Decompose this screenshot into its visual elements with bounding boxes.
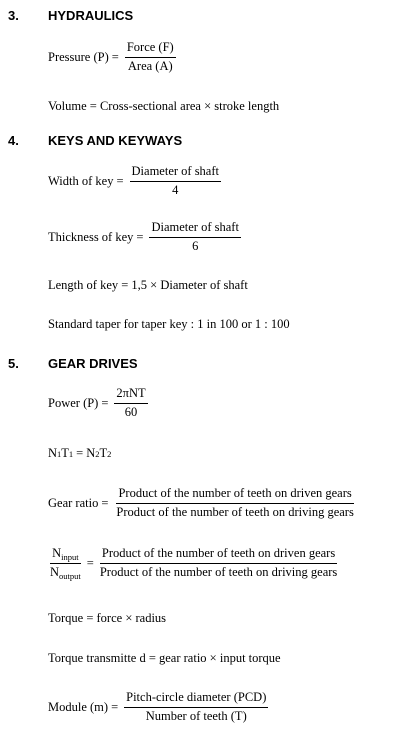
- denominator: [48, 564, 83, 581]
- numerator: 2πNT: [114, 386, 147, 404]
- power-formula: [48, 386, 151, 420]
- pressure-formula: [48, 40, 179, 74]
- torque-transmitted-formula: Torque transmitte d = gear ratio × input torque: [48, 651, 281, 665]
- section-heading-keys: [8, 133, 182, 148]
- formula-lhs: Module (m): [48, 699, 109, 714]
- formula-lhs: Gear ratio: [48, 495, 99, 510]
- section-number: 5.: [8, 356, 19, 371]
- fraction: [125, 40, 176, 74]
- equals-sign: =: [101, 395, 109, 410]
- equals-sign: =: [86, 555, 94, 570]
- equals-sign: =: [76, 446, 84, 460]
- fraction: [124, 690, 268, 724]
- t1-symbol: T: [61, 446, 69, 460]
- equals-sign: =: [116, 173, 124, 188]
- formula-lhs: Width of key: [48, 173, 114, 188]
- numerator: Diameter of shaft: [149, 220, 240, 238]
- fraction: [149, 220, 240, 254]
- output-subscript: output: [59, 570, 81, 581]
- fraction: [130, 164, 221, 198]
- denominator: 6: [192, 238, 199, 253]
- numerator: Force (F): [125, 40, 176, 58]
- section-heading-gear-drives: [8, 356, 138, 371]
- key-width-formula: [48, 164, 224, 198]
- section-heading-hydraulics: [8, 8, 133, 23]
- n-symbol: N: [52, 546, 62, 560]
- section-title: HYDRAULICS: [48, 8, 134, 23]
- n-symbol: N: [50, 564, 60, 579]
- numerator: Product of the number of teeth on driven gears: [100, 546, 337, 564]
- standard-taper-formula: Standard taper for taper key : 1 in 100 or 1 : 100: [48, 317, 290, 331]
- section-title: KEYS AND KEYWAYS: [48, 133, 183, 148]
- denominator: 4: [172, 182, 179, 197]
- formula-lhs: Thickness of key: [48, 229, 134, 244]
- volume-formula: Volume = Cross-sectional area × stroke length: [48, 99, 280, 113]
- section-number: 4.: [8, 133, 19, 148]
- denominator: Area (A): [127, 58, 173, 73]
- equals-sign: =: [101, 495, 109, 510]
- speed-fraction: [48, 546, 83, 580]
- fraction: [114, 386, 147, 420]
- fraction: [114, 486, 355, 520]
- key-thickness-formula: [48, 220, 244, 254]
- formula-lhs: Pressure (P): [48, 49, 109, 64]
- key-length-formula: Length of key = 1,5 × Diameter of shaft: [48, 278, 248, 292]
- numerator: Diameter of shaft: [130, 164, 221, 182]
- formula-lhs: Power (P): [48, 395, 99, 410]
- torque-formula: Torque = force × radius: [48, 611, 167, 625]
- n2-symbol: N: [86, 446, 96, 460]
- denominator: Product of the number of teeth on driving gears: [99, 564, 338, 579]
- equals-sign: =: [136, 229, 144, 244]
- numerator: Pitch-circle diameter (PCD): [124, 690, 268, 708]
- denominator: 60: [124, 404, 138, 419]
- n1-symbol: N: [48, 446, 58, 460]
- input-subscript: input: [61, 552, 79, 562]
- teeth-fraction: [98, 546, 339, 580]
- denominator: Product of the number of teeth on driving gears: [116, 504, 354, 519]
- module-formula: [48, 690, 271, 724]
- equals-sign: =: [111, 699, 119, 714]
- speed-ratio-formula: [48, 546, 342, 580]
- t2-symbol: T: [99, 446, 108, 460]
- section-number: 3.: [8, 8, 19, 23]
- numerator: Product of the number of teeth on driven gears: [116, 486, 353, 504]
- equals-sign: =: [111, 49, 119, 64]
- denominator: Number of teeth (T): [145, 708, 247, 723]
- section-title: GEAR DRIVES: [48, 356, 138, 371]
- numerator: [50, 546, 81, 564]
- gear-ratio-formula: [48, 486, 359, 520]
- speed-teeth-formula: N 1 T 1 = N 2 T 2: [48, 446, 112, 460]
